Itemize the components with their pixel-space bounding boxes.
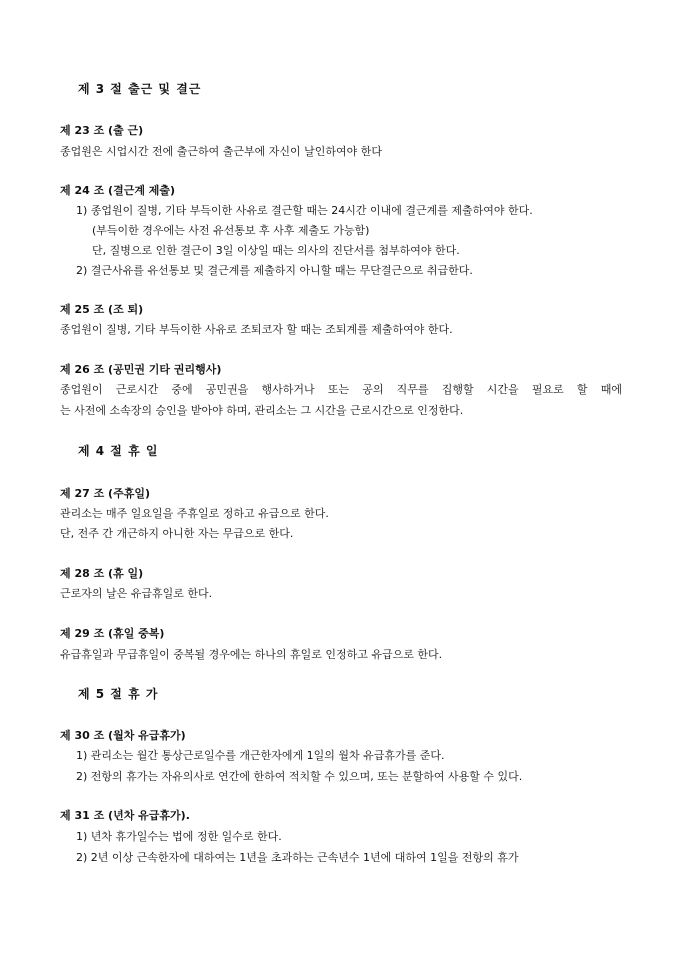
article-24-line-3: 단, 질병으로 인한 결근이 3일 이상일 때는 의사의 진단서를 첨부하여야 한다. xyxy=(92,244,460,257)
article-28-line-1: 근로자의 날은 유급휴일로 한다. xyxy=(60,587,213,600)
article-31-line-1: 1) 년차 휴가일수는 법에 정한 일수로 한다. xyxy=(76,830,282,843)
article-24-line-2: (부득이한 경우에는 사전 유선통보 후 사후 제출도 가능함) xyxy=(92,224,370,237)
article-26-line-2: 는 사전에 소속장의 승인을 받아야 하며, 관리소는 그 시간을 근로시간으로 인정한다. xyxy=(60,404,464,417)
article-30-line-2: 2) 전항의 휴가는 자유의사로 연간에 한하여 적치할 수 있으며, 또는 분할하여 사용할 수 있다. xyxy=(76,770,523,783)
article-25-title: 제 25 조 (조 퇴) xyxy=(60,303,144,316)
article-27-title: 제 27 조 (주휴일) xyxy=(60,487,150,500)
article-24-line-4: 2) 결근사유를 유선통보 및 결근계를 제출하지 아니할 때는 무단결근으로 취급한다. xyxy=(76,264,473,277)
section-heading-4: 제 4 절 휴 일 xyxy=(78,444,159,458)
article-23-title: 제 23 조 (출 근) xyxy=(60,124,144,137)
article-26-title: 제 26 조 (공민권 기타 권리행사) xyxy=(60,363,222,376)
article-24-line-1: 1) 종업원이 질병, 기타 부득이한 사유로 결근할 때는 24시간 이내에 결근계를 제출하여야 한다. xyxy=(76,204,533,217)
article-27-line-2: 단, 전주 간 개근하지 아니한 자는 무급으로 한다. xyxy=(60,527,294,540)
article-25-line-1: 종업원이 질병, 기타 부득이한 사유로 조퇴코자 할 때는 조퇴계를 제출하여야 한다. xyxy=(60,323,453,336)
section-heading-5: 제 5 절 휴 가 xyxy=(78,687,159,701)
article-23-line-1: 종업원은 시업시간 전에 출근하여 출근부에 자신이 날인하여야 한다 xyxy=(60,145,383,158)
section-heading-3: 제 3 절 출근 및 결근 xyxy=(78,82,202,96)
article-27-line-1: 관리소는 매주 일요일을 주휴일로 정하고 유급으로 한다. xyxy=(60,507,329,520)
article-31-title: 제 31 조 (년차 유급휴가). xyxy=(60,809,190,822)
article-26-line-1: 종업원이 근로시간 중에 공민권을 행사하거나 또는 공의 직무를 집행할 시간을 필요로 할 때에 xyxy=(60,383,622,396)
article-29-line-1: 유급휴일과 무급휴일이 중복될 경우에는 하나의 휴일로 인정하고 유급으로 한다. xyxy=(60,648,443,661)
article-30-line-1: 1) 관리소는 월간 통상근로일수를 개근한자에게 1일의 월차 유급휴가를 준다. xyxy=(76,749,445,762)
article-29-title: 제 29 조 (휴일 중복) xyxy=(60,627,165,640)
article-31-line-2: 2) 2년 이상 근속한자에 대하여는 1년을 초과하는 근속년수 1년에 대하여 1일을 전항의 휴가 xyxy=(76,851,519,864)
article-30-title: 제 30 조 (월차 유급휴가) xyxy=(60,729,186,742)
article-24-title: 제 24 조 (결근계 제출) xyxy=(60,184,176,197)
article-28-title: 제 28 조 (휴 일) xyxy=(60,567,144,580)
